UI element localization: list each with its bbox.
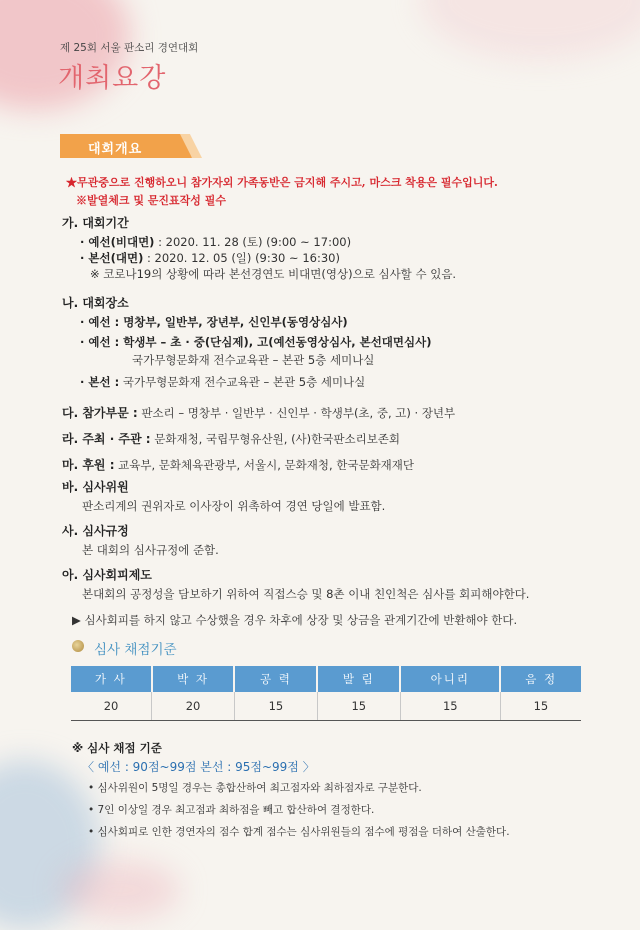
categories-row: [62, 404, 455, 421]
scoring-note-bullet: • 7인 이상일 경우 최고점과 최하점을 빼고 합산하여 결정한다.: [88, 804, 375, 816]
scoring-header-cell: 공 력: [234, 666, 317, 692]
venue-row-3-label: · 본선 :: [80, 375, 120, 389]
judges-text: 판소리계의 권위자로 이사장이 위촉하여 경연 당일에 발표함.: [82, 499, 386, 513]
period-prelim-label: · 예선(비대면): [80, 235, 155, 249]
recusal-heading: 아. 심사회피제도: [62, 568, 152, 582]
criteria-bullet-icon: [72, 640, 84, 652]
scoring-table-header-row: [71, 666, 581, 692]
period-prelim-value: : 2020. 11. 28 (토) (9:00 ~ 17:00): [158, 235, 352, 249]
categories-value: 판소리 – 명창부 · 일반부 · 신인부 · 학생부(초, 중, 고) · 장년부: [141, 406, 456, 420]
hosts-row: [62, 430, 400, 447]
period-prelim: [80, 234, 351, 250]
judges-heading: 바. 심사위원: [62, 480, 129, 494]
period-final: [80, 250, 340, 266]
venue-row-3: [80, 374, 365, 390]
period-final-value: : 2020. 12. 05 (일) (9:30 ~ 16:30): [146, 251, 340, 265]
event-eyebrow: 제 25회 서울 판소리 경연대회: [60, 42, 199, 54]
scoring-table-row: [71, 692, 581, 721]
period-final-label: · 본선(대면): [80, 251, 144, 265]
scoring-value-cell: 20: [71, 692, 152, 721]
rules-text: 본 대회의 심사규정에 준함.: [82, 543, 219, 557]
venue-heading: 나. 대회장소: [62, 296, 129, 310]
sponsors-value: 교육부, 문화체육관광부, 서울시, 문화재청, 한국문화재재단: [118, 458, 415, 472]
rules-heading: 사. 심사규정: [62, 524, 129, 538]
scoring-header-cell: 가 사: [71, 666, 152, 692]
venue-row-1: · 예선 : 명창부, 일반부, 장년부, 신인부(동영상심사): [80, 315, 348, 329]
sponsors-row: [62, 456, 414, 473]
scoring-header-cell: 음 정: [500, 666, 581, 692]
venue-row-2-sub: 국가무형문화재 전수교육관 – 본관 5층 세미나실: [132, 353, 375, 367]
hosts-value: 문화재청, 국립무형유산원, (사)한국판소리보존회: [154, 432, 401, 446]
section-bar: [60, 134, 200, 158]
scoring-header-cell: 아니리: [400, 666, 500, 692]
scoring-value-cell: 15: [400, 692, 500, 721]
page-title: 개최요강: [58, 63, 167, 94]
recusal-warning: ▶ 심사회피를 하지 않고 수상했을 경우 차후에 상장 및 상금을 관계기간에 반환해야 한다.: [72, 613, 518, 627]
scoring-note-bullet: • 심사위원이 5명일 경우는 총합산하여 최고점자와 최하점자로 구분한다.: [88, 782, 422, 794]
scoring-note-title: ※ 심사 채점 기준: [72, 741, 162, 755]
scoring-table: [71, 666, 581, 721]
scoring-value-cell: 15: [317, 692, 400, 721]
recusal-text: 본대회의 공정성을 담보하기 위하여 직접스승 및 8촌 이내 친인척은 심사를 회피해야한다.: [82, 587, 530, 601]
section-label: 대회개요: [88, 142, 143, 157]
period-heading: 가. 대회기간: [62, 216, 129, 230]
scoring-value-cell: 15: [234, 692, 317, 721]
watercolor-wash-pink-bottom: [60, 860, 180, 920]
period-note: ※ 코로나19의 상황에 따라 본선경연도 비대면(영상)으로 심사할 수 있음.: [90, 267, 457, 281]
scoring-value-cell: 15: [500, 692, 581, 721]
scoring-header-cell: 발 림: [317, 666, 400, 692]
scoring-note-bullet: • 심사회피로 인한 경연자의 점수 합계 점수는 심사위원들의 점수에 평점을 더하여 산출한다.: [88, 826, 510, 838]
scoring-value-cell: 20: [152, 692, 235, 721]
scoring-note-subtitle: 〈 예선 : 90점~99점 본선 : 95점~99점 〉: [82, 760, 315, 774]
scoring-header-cell: 박 자: [152, 666, 235, 692]
notice-line-1: ★무관중으로 진행하오니 참가자외 가족동반은 금지해 주시고, 마스크 착용은 필수입니다.: [66, 176, 498, 189]
venue-row-2: · 예선 : 학생부 – 초 · 중(단심제), 고(예선동영상심사, 본선대면심사): [80, 335, 432, 349]
categories-label: 다. 참가부문 :: [62, 406, 138, 420]
venue-row-3-value: 국가무형문화재 전수교육관 – 본관 5층 세미나실: [122, 375, 366, 389]
sponsors-label: 마. 후원 :: [62, 458, 115, 472]
hosts-label: 라. 주최 · 주관 :: [62, 432, 151, 446]
criteria-title: 심사 채점기준: [94, 642, 177, 658]
watercolor-wash-pink-top: [420, 0, 640, 60]
notice-line-2: ※발열체크 및 문진표작성 필수: [76, 194, 226, 207]
